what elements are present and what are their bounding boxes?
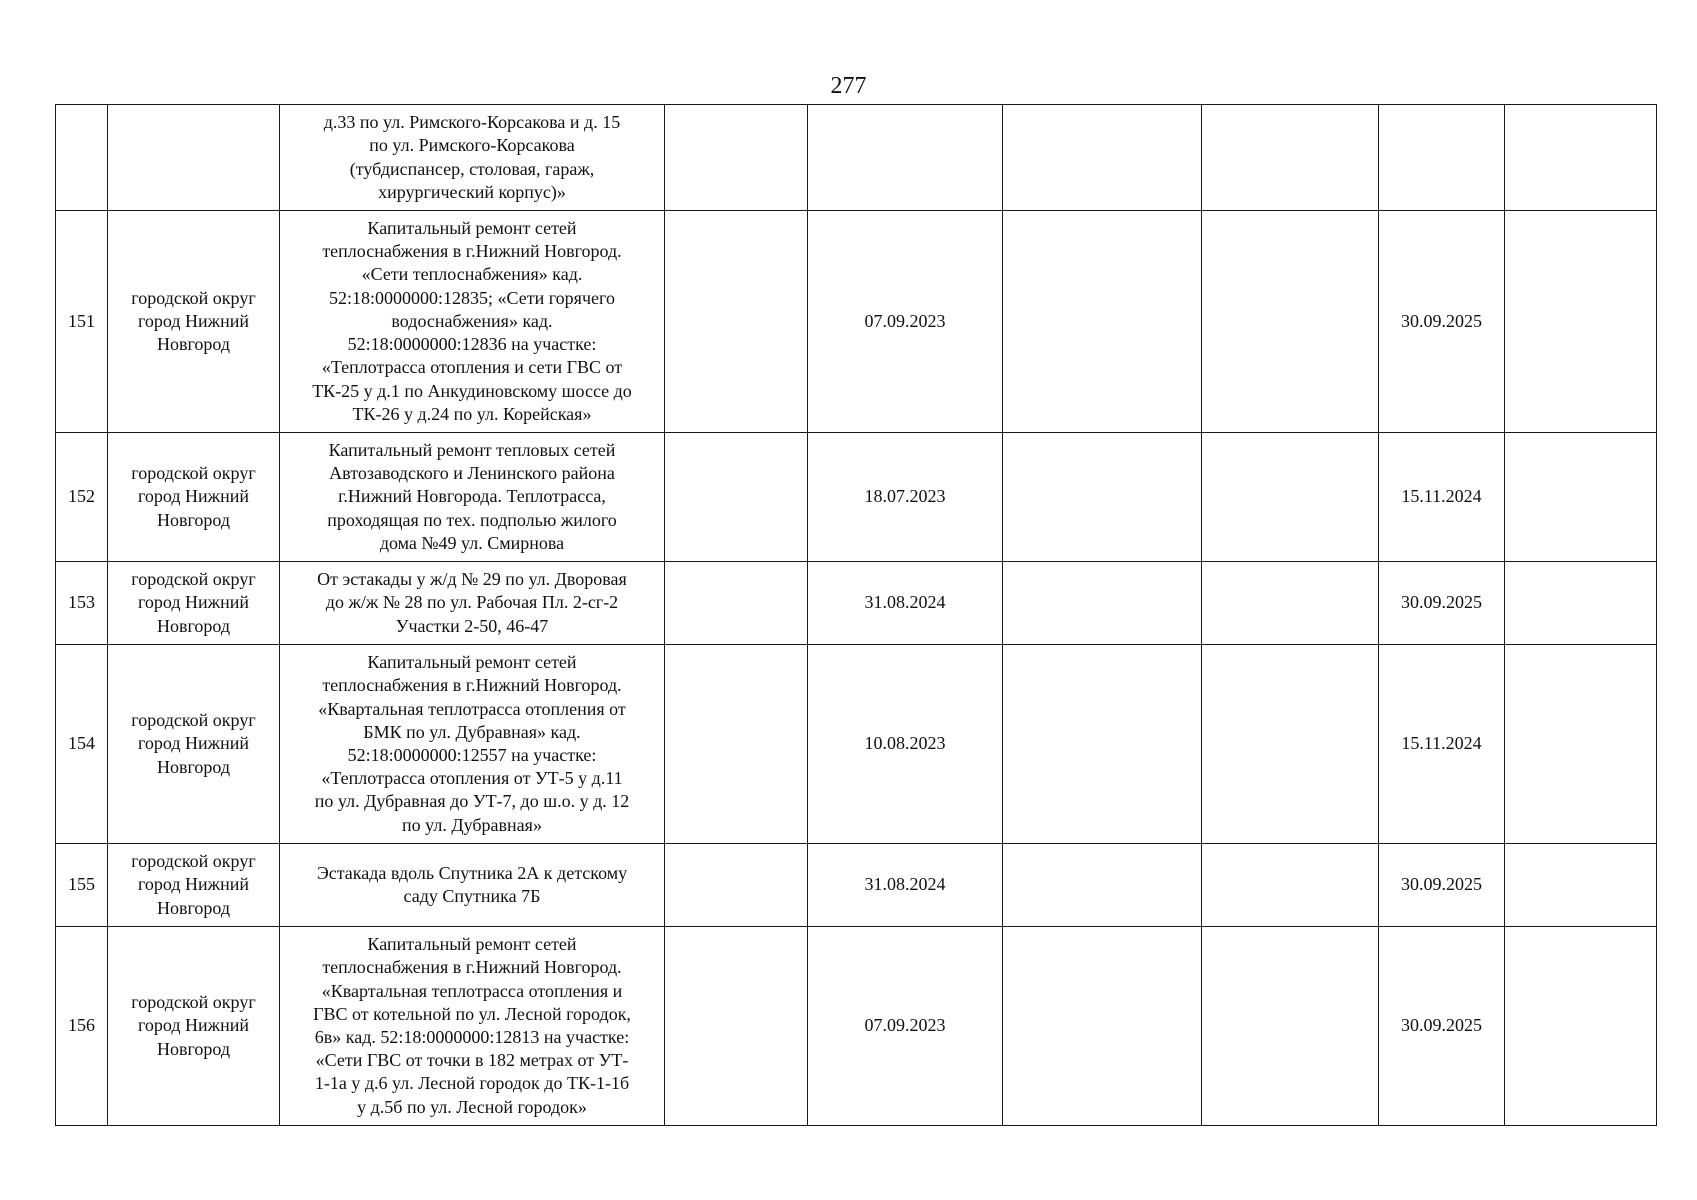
- table-row: [56, 844, 1657, 927]
- description-cell: Эстакада вдоль Спутника 2А к детскому саду Спутника 7Б: [280, 844, 665, 927]
- end-date-cell: 30.09.2025: [1379, 562, 1505, 645]
- region-cell: городской округ город Нижний Новгород: [108, 927, 280, 1126]
- table-row: [56, 562, 1657, 645]
- end-date-cell: [1379, 105, 1505, 211]
- empty-cell: [665, 645, 808, 844]
- empty-cell: [665, 211, 808, 433]
- description-cell: Капитальный ремонт сетей теплоснабжения в г.Нижний Новгород. «Сети теплоснабжения» кад. 52:18:0000000:12835; «Сети горячего водоснабжения» кад. 52:18:0000000:12836 на участке: «Теплотрасса отопления и сети ГВС от ТК-25 у д.1 по Анкудиновскому шоссе до ТК-26 у д.24 по ул. Корейская»: [280, 211, 665, 433]
- start-date-cell: 31.08.2024: [808, 562, 1003, 645]
- empty-cell: [665, 844, 808, 927]
- start-date-cell: [808, 105, 1003, 211]
- empty-cell: [1003, 211, 1202, 433]
- row-number-cell: 151: [56, 211, 108, 433]
- empty-cell: [1003, 844, 1202, 927]
- empty-cell: [665, 433, 808, 562]
- empty-cell: [1202, 105, 1379, 211]
- end-date-cell: 15.11.2024: [1379, 645, 1505, 844]
- empty-cell: [1003, 562, 1202, 645]
- empty-cell: [1003, 433, 1202, 562]
- empty-cell: [665, 105, 808, 211]
- description-cell: д.33 по ул. Римского-Корсакова и д. 15 по ул. Римского-Корсакова (тубдиспансер, столовая, гараж, хирургический корпус)»: [280, 105, 665, 211]
- region-cell: городской округ город Нижний Новгород: [108, 433, 280, 562]
- table-row: [56, 645, 1657, 844]
- empty-cell: [1505, 645, 1657, 844]
- empty-cell: [665, 927, 808, 1126]
- region-cell: городской округ город Нижний Новгород: [108, 645, 280, 844]
- row-number-cell: 156: [56, 927, 108, 1126]
- start-date-cell: 07.09.2023: [808, 211, 1003, 433]
- empty-cell: [1003, 927, 1202, 1126]
- description-cell: Капитальный ремонт сетей теплоснабжения в г.Нижний Новгород. «Квартальная теплотрасса отопления от БМК по ул. Дубравная» кад. 52:18:0000000:12557 на участке: «Теплотрасса отопления от УТ-5 у д.11 по ул. Дубравная до УТ-7, до ш.о. у д. 12 по ул. Дубравная»: [280, 645, 665, 844]
- page-number: 277: [830, 73, 867, 99]
- row-number-cell: 154: [56, 645, 108, 844]
- row-number-cell: 155: [56, 844, 108, 927]
- region-cell: городской округ город Нижний Новгород: [108, 211, 280, 433]
- end-date-cell: 15.11.2024: [1379, 433, 1505, 562]
- table-row: [56, 105, 1657, 211]
- table-row: [56, 211, 1657, 433]
- region-cell: городской округ город Нижний Новгород: [108, 844, 280, 927]
- empty-cell: [1202, 211, 1379, 433]
- start-date-cell: 18.07.2023: [808, 433, 1003, 562]
- table-body: [56, 105, 1657, 1126]
- empty-cell: [1202, 844, 1379, 927]
- empty-cell: [1003, 645, 1202, 844]
- empty-cell: [1505, 211, 1657, 433]
- empty-cell: [1505, 844, 1657, 927]
- empty-cell: [1202, 927, 1379, 1126]
- empty-cell: [1505, 927, 1657, 1126]
- empty-cell: [1003, 105, 1202, 211]
- description-cell: Капитальный ремонт тепловых сетей Автозаводского и Ленинского района г.Нижний Новгорода. Теплотрасса, проходящая по тех. подполью жилого дома №49 ул. Смирнова: [280, 433, 665, 562]
- end-date-cell: 30.09.2025: [1379, 844, 1505, 927]
- empty-cell: [1505, 562, 1657, 645]
- empty-cell: [1505, 433, 1657, 562]
- start-date-cell: 31.08.2024: [808, 844, 1003, 927]
- start-date-cell: 10.08.2023: [808, 645, 1003, 844]
- region-cell: городской округ город Нижний Новгород: [108, 562, 280, 645]
- start-date-cell: 07.09.2023: [808, 927, 1003, 1126]
- description-cell: От эстакады у ж/д № 29 по ул. Дворовая до ж/ж № 28 по ул. Рабочая Пл. 2-сг-2 Участки 2-50, 46-47: [280, 562, 665, 645]
- empty-cell: [1202, 433, 1379, 562]
- table-row: [56, 433, 1657, 562]
- row-number-cell: 153: [56, 562, 108, 645]
- empty-cell: [1505, 105, 1657, 211]
- row-number-cell: [56, 105, 108, 211]
- region-cell: [108, 105, 280, 211]
- table-row: [56, 927, 1657, 1126]
- works-table: [55, 104, 1657, 1126]
- end-date-cell: 30.09.2025: [1379, 211, 1505, 433]
- end-date-cell: 30.09.2025: [1379, 927, 1505, 1126]
- empty-cell: [665, 562, 808, 645]
- row-number-cell: 152: [56, 433, 108, 562]
- description-cell: Капитальный ремонт сетей теплоснабжения в г.Нижний Новгород. «Квартальная теплотрасса отопления и ГВС от котельной по ул. Лесной городок, 6в» кад. 52:18:0000000:12813 на участке: «Сети ГВС от точки в 182 метрах от УТ- 1-1а у д.6 ул. Лесной городок до ТК-1-1б у д.5б по ул. Лесной городок»: [280, 927, 665, 1126]
- empty-cell: [1202, 562, 1379, 645]
- empty-cell: [1202, 645, 1379, 844]
